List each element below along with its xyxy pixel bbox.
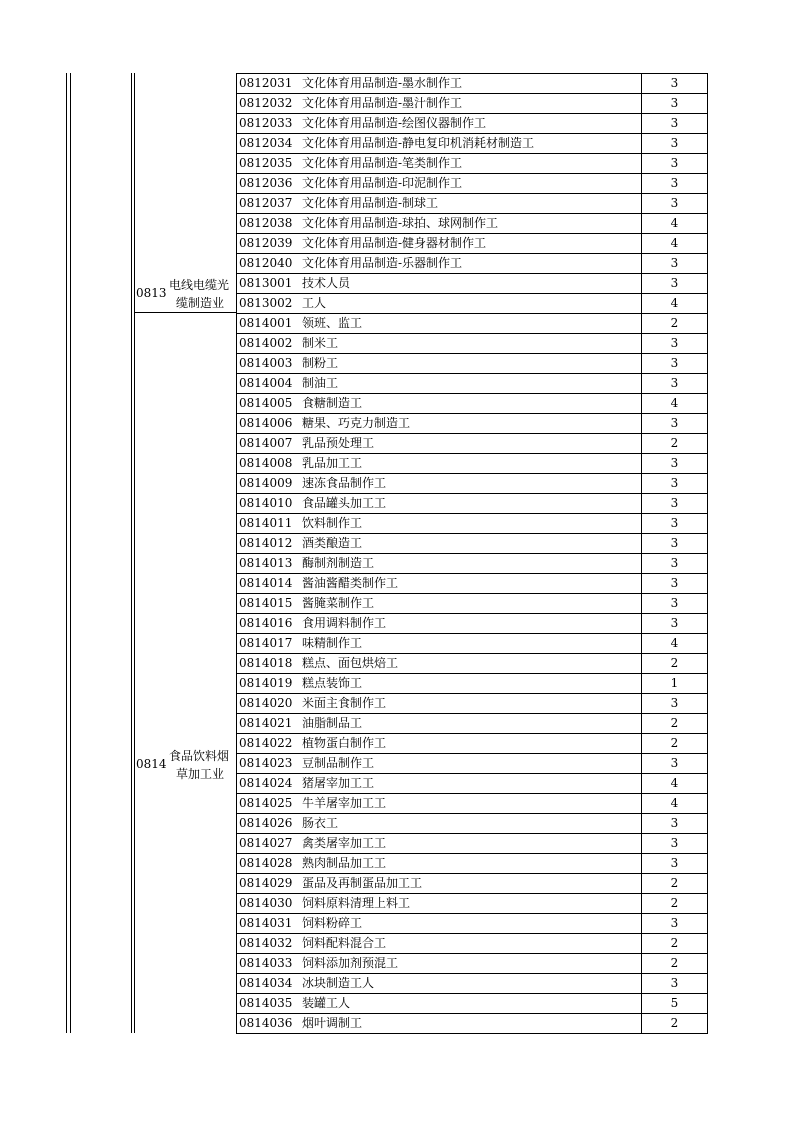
level-cell: 3 (670, 276, 679, 290)
table-row (236, 714, 708, 734)
table-row (236, 854, 708, 874)
table-row (236, 274, 708, 294)
name-cell: 文化体育用品制造-静电复印机消耗材制造工 (302, 136, 535, 150)
code-cell: 0814015 (239, 596, 293, 610)
table-row (236, 694, 708, 714)
name-cell: 食品罐头加工工 (302, 496, 387, 510)
level-cell: 3 (670, 496, 679, 510)
name-cell: 蛋品及再制蛋品加工工 (302, 876, 423, 890)
table-row (236, 954, 708, 974)
name-cell: 油脂制品工 (302, 716, 363, 730)
name-cell: 文化体育用品制造-墨汁制作工 (302, 96, 463, 110)
level-cell: 3 (670, 516, 679, 530)
table-row (236, 134, 708, 154)
code-cell: 0814020 (239, 696, 293, 710)
code-cell: 0814001 (239, 316, 293, 330)
level-cell: 2 (670, 316, 679, 330)
group-name-line2: 缆制造业 (176, 296, 225, 310)
name-cell: 食用调料制作工 (302, 616, 387, 630)
code-cell: 0812034 (239, 136, 293, 150)
table-row (236, 194, 708, 214)
table-row (236, 494, 708, 514)
level-cell: 3 (670, 416, 679, 430)
level-cell: 3 (670, 816, 679, 830)
table-row (236, 354, 708, 374)
code-cell: 0814029 (239, 876, 293, 890)
level-cell: 3 (670, 696, 679, 710)
level-cell: 3 (670, 976, 679, 990)
level-cell: 3 (670, 536, 679, 550)
name-cell: 酒类酿造工 (302, 536, 363, 550)
code-cell: 0814019 (239, 676, 293, 690)
code-cell: 0814010 (239, 496, 293, 510)
code-cell: 0814005 (239, 396, 293, 410)
table-row (236, 334, 708, 354)
level-cell: 3 (670, 836, 679, 850)
code-cell: 0814011 (239, 516, 293, 530)
level-cell: 3 (670, 356, 679, 370)
level-cell: 5 (670, 996, 679, 1010)
name-cell: 饲料添加剂预混工 (302, 956, 399, 970)
name-cell: 植物蛋白制作工 (302, 736, 387, 750)
table-row (236, 814, 708, 834)
level-cell: 3 (670, 376, 679, 390)
code-cell: 0812038 (239, 216, 293, 230)
level-cell: 3 (670, 616, 679, 630)
left-border-outer (66, 73, 67, 1033)
code-cell: 0812036 (239, 176, 293, 190)
table-row (236, 614, 708, 634)
level-cell: 3 (670, 756, 679, 770)
code-cell: 0814016 (239, 616, 293, 630)
name-cell: 豆制品制作工 (302, 756, 375, 770)
table-row (236, 374, 708, 394)
name-cell: 糕点、面包烘焙工 (302, 656, 399, 670)
group-0813 (134, 273, 236, 313)
name-cell: 酱油酱醋类制作工 (302, 576, 399, 590)
table-row (236, 754, 708, 774)
name-cell: 制油工 (302, 376, 339, 390)
name-cell: 技术人员 (302, 276, 351, 290)
table-row (236, 734, 708, 754)
code-cell: 0814025 (239, 796, 293, 810)
level-cell: 3 (670, 576, 679, 590)
level-cell: 3 (670, 256, 679, 270)
name-cell: 文化体育用品制造-墨水制作工 (302, 76, 463, 90)
code-cell: 0814006 (239, 416, 293, 430)
group-name-line1: 电线电缆光 (169, 278, 230, 292)
table-row (236, 554, 708, 574)
table-row (236, 314, 708, 334)
table-row (236, 774, 708, 794)
code-cell: 0814033 (239, 956, 293, 970)
level-cell: 3 (670, 476, 679, 490)
table-row (236, 674, 708, 694)
level-cell: 3 (670, 176, 679, 190)
code-cell: 0812037 (239, 196, 293, 210)
code-cell: 0814026 (239, 816, 293, 830)
name-cell: 酱腌菜制作工 (302, 596, 375, 610)
table-row (236, 154, 708, 174)
name-cell: 米面主食制作工 (302, 696, 387, 710)
name-cell: 乳品预处理工 (302, 436, 375, 450)
table-row (236, 214, 708, 234)
code-cell: 0814018 (239, 656, 293, 670)
name-cell: 饲料粉碎工 (302, 916, 363, 930)
name-cell: 肠衣工 (302, 816, 339, 830)
code-cell: 0814017 (239, 636, 293, 650)
code-cell: 0814009 (239, 476, 293, 490)
table-row (236, 454, 708, 474)
code-cell: 0814034 (239, 976, 293, 990)
table-row (236, 514, 708, 534)
level-cell: 4 (670, 796, 679, 810)
table-row (236, 94, 708, 114)
level-cell: 2 (670, 1016, 679, 1030)
group-name-line2: 草加工业 (176, 767, 225, 781)
table-row (236, 254, 708, 274)
name-cell: 文化体育用品制造-制球工 (302, 196, 439, 210)
table-row (236, 634, 708, 654)
table-row (236, 234, 708, 254)
level-cell: 2 (670, 896, 679, 910)
level-cell: 4 (670, 396, 679, 410)
code-cell: 0814008 (239, 456, 293, 470)
name-cell: 文化体育用品制造-球拍、球网制作工 (302, 216, 499, 230)
table-row (236, 294, 708, 314)
name-cell: 领班、监工 (302, 316, 363, 330)
name-cell: 味精制作工 (302, 636, 363, 650)
name-cell: 糖果、巧克力制造工 (302, 416, 411, 430)
table-row (236, 974, 708, 994)
name-cell: 食糖制造工 (302, 396, 363, 410)
level-cell: 4 (670, 776, 679, 790)
code-cell: 0812032 (239, 96, 293, 110)
table-row (236, 574, 708, 594)
code-cell: 0814007 (239, 436, 293, 450)
code-cell: 0812035 (239, 156, 293, 170)
code-cell: 0814012 (239, 536, 293, 550)
code-cell: 0814028 (239, 856, 293, 870)
table-row (236, 894, 708, 914)
code-cell: 0812033 (239, 116, 293, 130)
level-cell: 3 (670, 76, 679, 90)
code-cell: 0814032 (239, 936, 293, 950)
level-cell: 3 (670, 116, 679, 130)
name-cell: 文化体育用品制造-绘图仪器制作工 (302, 116, 487, 130)
name-cell: 饲料原料清理上料工 (302, 896, 411, 910)
code-cell: 0814021 (239, 716, 293, 730)
table-row (236, 1014, 708, 1034)
name-cell: 猪屠宰加工工 (302, 776, 375, 790)
code-cell: 0812031 (239, 76, 293, 90)
level-cell: 3 (670, 856, 679, 870)
left-border-inner (70, 73, 71, 1033)
level-cell: 2 (670, 936, 679, 950)
level-cell: 3 (670, 456, 679, 470)
table-row (236, 74, 708, 94)
group-code: 0814 (136, 757, 167, 771)
group-0814 (134, 313, 236, 1033)
code-cell: 0814024 (239, 776, 293, 790)
table-row (236, 914, 708, 934)
level-cell: 3 (670, 336, 679, 350)
code-cell: 0814003 (239, 356, 293, 370)
name-cell: 文化体育用品制造-笔类制作工 (302, 156, 463, 170)
level-cell: 2 (670, 436, 679, 450)
name-cell: 冰块制造工人 (302, 976, 375, 990)
code-cell: 0814031 (239, 916, 293, 930)
code-cell: 0812040 (239, 256, 293, 270)
table-row (236, 394, 708, 414)
level-cell: 1 (670, 676, 679, 690)
name-cell: 文化体育用品制造-健身器材制作工 (302, 236, 487, 250)
table-row (236, 934, 708, 954)
code-cell: 0814002 (239, 336, 293, 350)
table-row (236, 434, 708, 454)
level-cell: 3 (670, 196, 679, 210)
code-cell: 0814036 (239, 1016, 293, 1030)
code-cell: 0814014 (239, 576, 293, 590)
code-cell: 0814030 (239, 896, 293, 910)
level-cell: 3 (670, 556, 679, 570)
name-cell: 速冻食品制作工 (302, 476, 387, 490)
table-row (236, 414, 708, 434)
code-cell: 0814035 (239, 996, 293, 1010)
level-cell: 3 (670, 156, 679, 170)
name-cell: 工人 (302, 296, 327, 310)
code-cell: 0814023 (239, 756, 293, 770)
level-cell: 4 (670, 236, 679, 250)
table-row (236, 534, 708, 554)
name-cell: 禽类屠宰加工工 (302, 836, 387, 850)
level-cell: 2 (670, 716, 679, 730)
code-cell: 0814022 (239, 736, 293, 750)
code-cell: 0813002 (239, 296, 293, 310)
code-cell: 0812039 (239, 236, 293, 250)
category-border-outer (131, 73, 132, 1033)
table-row (236, 994, 708, 1014)
code-cell: 0813001 (239, 276, 293, 290)
code-cell: 0814013 (239, 556, 293, 570)
name-cell: 烟叶调制工 (302, 1016, 363, 1030)
level-cell: 4 (670, 216, 679, 230)
name-cell: 文化体育用品制造-乐器制作工 (302, 256, 463, 270)
code-cell: 0814027 (239, 836, 293, 850)
level-cell: 2 (670, 656, 679, 670)
name-cell: 装罐工人 (302, 996, 351, 1010)
table-row (236, 174, 708, 194)
table-row (236, 594, 708, 614)
level-cell: 2 (670, 736, 679, 750)
level-cell: 4 (670, 636, 679, 650)
group-name-line1: 食品饮料烟 (169, 749, 230, 763)
level-cell: 3 (670, 136, 679, 150)
level-cell: 2 (670, 876, 679, 890)
level-cell: 3 (670, 596, 679, 610)
group-code: 0813 (136, 286, 167, 300)
level-cell: 4 (670, 296, 679, 310)
name-cell: 酶制剂制造工 (302, 556, 375, 570)
name-cell: 糕点装饰工 (302, 676, 363, 690)
level-cell: 3 (670, 96, 679, 110)
name-cell: 饮料制作工 (302, 516, 363, 530)
name-cell: 熟肉制品加工工 (302, 856, 387, 870)
name-cell: 饲料配料混合工 (302, 936, 387, 950)
name-cell: 制米工 (302, 336, 339, 350)
code-cell: 0814004 (239, 376, 293, 390)
table-row (236, 474, 708, 494)
name-cell: 乳品加工工 (302, 456, 363, 470)
name-cell: 文化体育用品制造-印泥制作工 (302, 176, 463, 190)
name-cell: 牛羊屠宰加工工 (302, 796, 387, 810)
table-row (236, 654, 708, 674)
level-cell: 3 (670, 916, 679, 930)
table-row (236, 114, 708, 134)
name-cell: 制粉工 (302, 356, 339, 370)
level-cell: 2 (670, 956, 679, 970)
table-row (236, 794, 708, 814)
table-row (236, 834, 708, 854)
table-row (236, 874, 708, 894)
